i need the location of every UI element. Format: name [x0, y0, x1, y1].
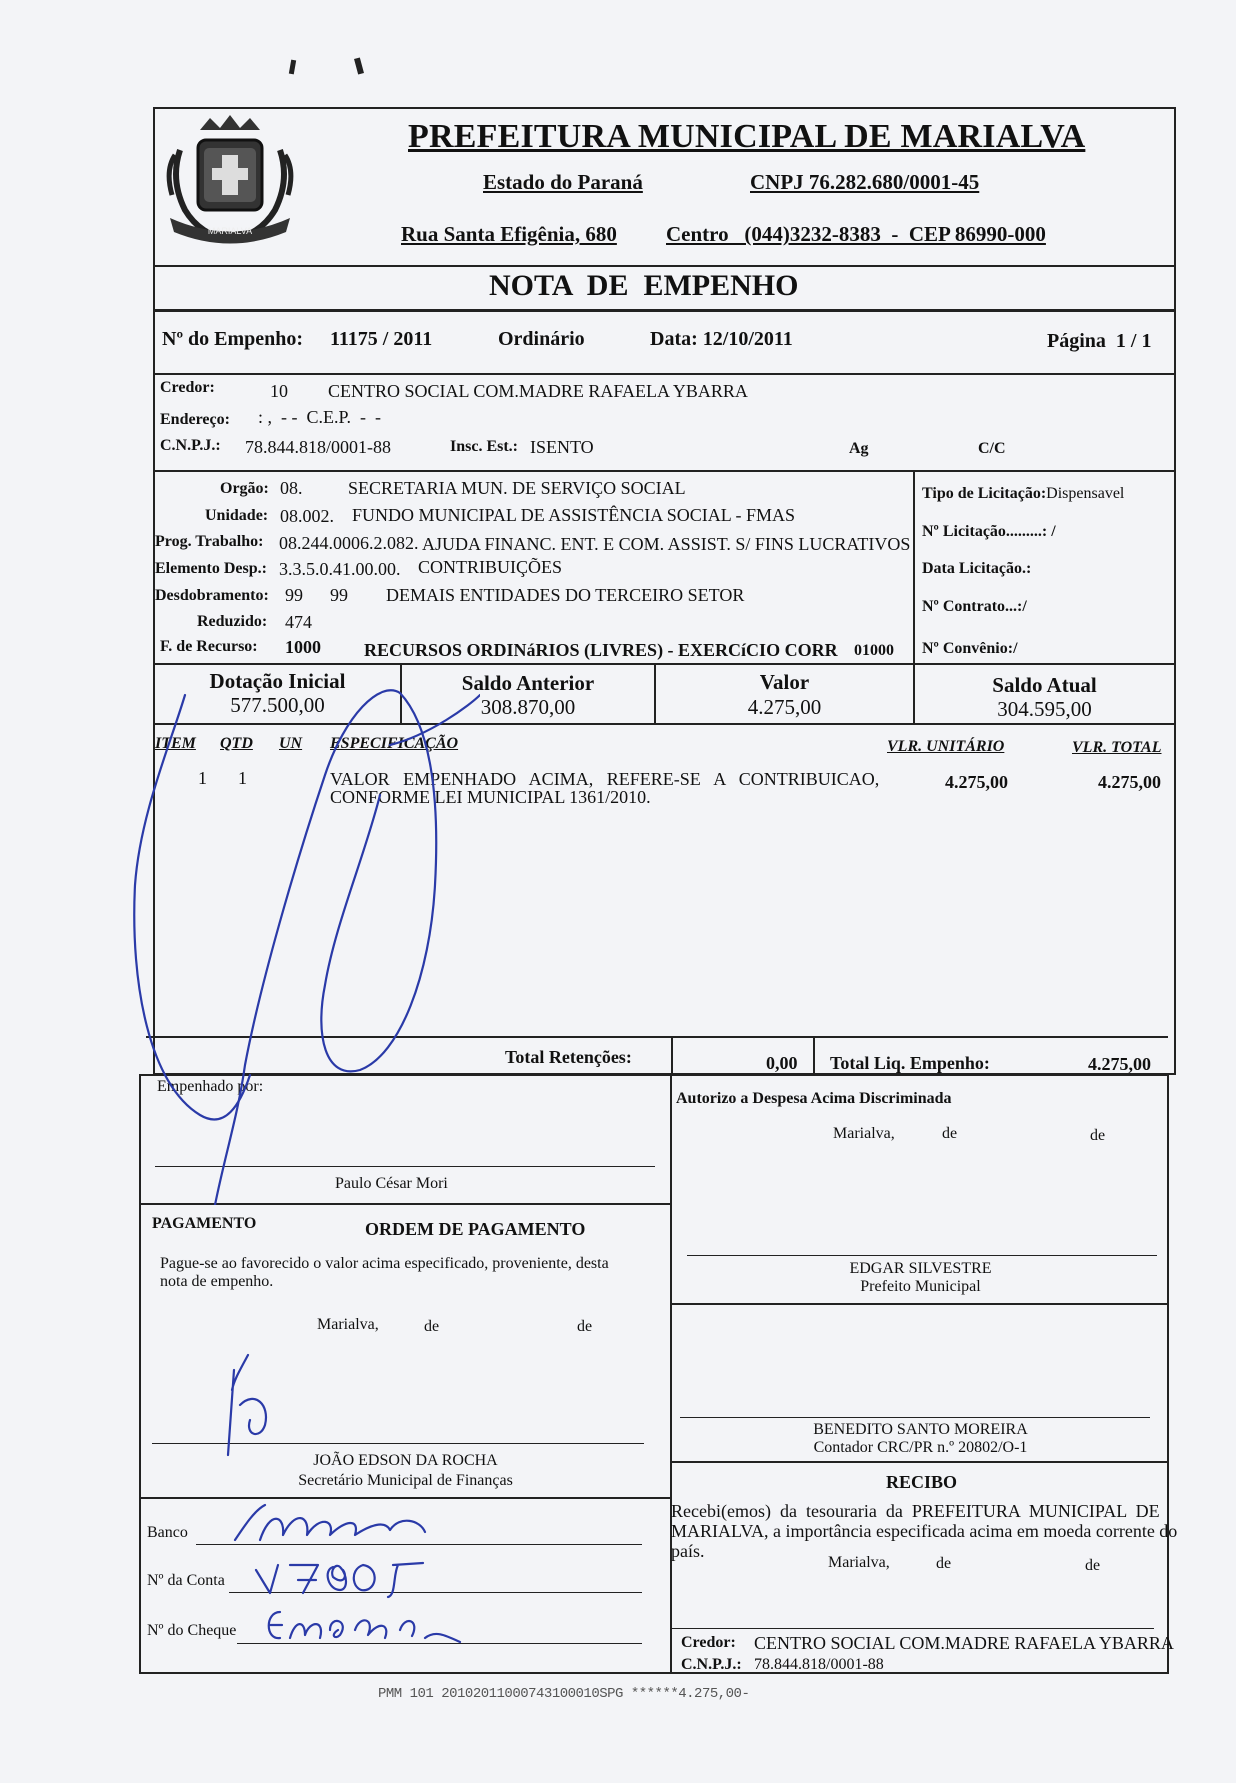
municipality-title: PREFEITURA MUNICIPAL DE MARIALVA	[408, 118, 1086, 155]
item-unit-value: 4.275,00	[945, 772, 1008, 792]
credor-label: Credor:	[160, 379, 215, 396]
recurso-code: 1000	[285, 637, 321, 657]
liq-empenho-label: Total Liq. Empenho:	[830, 1053, 990, 1073]
pagamento-place: Marialva,	[317, 1316, 379, 1333]
scan-mark	[289, 60, 296, 75]
saldo-anterior-label: Saldo Anterior	[461, 671, 595, 695]
elemento-name: CONTRIBUIÇÕES	[418, 557, 563, 577]
recibo-credor-name: CENTRO SOCIAL COM.MADRE RAFAELA YBARRA	[754, 1633, 1174, 1653]
ordem-pagamento-label: ORDEM DE PAGAMENTO	[365, 1219, 586, 1239]
unidade-code: 08.002.	[280, 506, 334, 526]
licitacao-type-label	[922, 485, 1124, 503]
phone-cep-text: Centro (044)3232-8383 - CEP 86990-000	[666, 222, 1046, 246]
item-description-line2: CONFORME LEI MUNICIPAL 1361/2010.	[330, 787, 651, 807]
dotacao-value: 577.500,00	[230, 693, 325, 717]
retencoes-value: 0,00	[766, 1053, 798, 1073]
empenho-number-label: Nº do Empenho:	[162, 328, 304, 350]
state-name: Estado do Paraná	[483, 170, 643, 194]
insc-label: Insc. Est.:	[450, 438, 519, 455]
page-indicator: Página 1 / 1	[1047, 330, 1152, 352]
recibo-text-line1: Recebi(emos) da tesouraria da PREFEITURA MUNICIPAL DE	[671, 1501, 1160, 1521]
reduzido-value: 474	[285, 612, 312, 632]
contrato-number: Nº Contrato...:/	[922, 598, 1027, 615]
desdobramento-name: DEMAIS ENTIDADES DO TERCEIRO SETOR	[386, 585, 745, 605]
recibo-text-line2: MARIALVA, a importância especificada acima em moeda corrente do	[671, 1521, 1178, 1541]
insc-value: ISENTO	[530, 437, 594, 457]
elemento-code: 3.3.5.0.41.00.00.	[279, 559, 401, 579]
recibo-place: Marialva,	[828, 1554, 890, 1571]
prog-label: Prog. Trabalho:	[155, 533, 264, 550]
valor-label: Valor	[759, 670, 810, 694]
recibo-credor-label: Credor:	[681, 1634, 736, 1651]
valor-value: 4.275,00	[747, 695, 822, 719]
empenho-number: 11175 / 2011	[330, 328, 433, 350]
col-vlr-total: VLR. TOTAL	[1072, 739, 1162, 756]
credor-name: CENTRO SOCIAL COM.MADRE RAFAELA YBARRA	[328, 381, 748, 401]
recibo-title: RECIBO	[886, 1472, 958, 1492]
pagamento-de1: de	[424, 1318, 440, 1335]
autorizo-de2: de	[1090, 1127, 1106, 1144]
recibo-cnpj: 78.844.818/0001-88	[754, 1656, 884, 1673]
col-especificacao: ESPECIFICAÇÃO	[330, 735, 459, 752]
col-qtd: QTD	[220, 735, 253, 752]
item-total-value: 4.275,00	[1098, 772, 1161, 792]
retencoes-label: Total Retenções:	[505, 1047, 632, 1067]
desdobramento-code: 99 99	[285, 585, 348, 605]
prog-name: AJUDA FINANC. ENT. E COM. ASSIST. S/ FINS LUCRATIVOS	[422, 534, 911, 554]
conta-label: Nº da Conta	[147, 1572, 225, 1589]
empenho-date: Data: 12/10/2011	[650, 328, 793, 350]
recurso-label: F. de Recurso:	[160, 638, 258, 655]
scan-mark	[354, 57, 364, 74]
elemento-label: Elemento Desp.:	[155, 560, 267, 577]
licitacao-number: Nº Licitação.........: /	[922, 523, 1056, 540]
pagamento-de2: de	[577, 1318, 593, 1335]
contador-role: Contador CRC/PR n.º 20802/O-1	[813, 1439, 1028, 1456]
lower-frame	[139, 1074, 1169, 1674]
pagamento-text-line2: nota de empenho.	[160, 1273, 274, 1290]
desdobramento-label: Desdobramento:	[155, 587, 269, 604]
recibo-text-line3: país.	[671, 1541, 705, 1561]
pagamento-label: PAGAMENTO	[152, 1215, 257, 1232]
unidade-name: FUNDO MUNICIPAL DE ASSISTÊNCIA SOCIAL - FMAS	[352, 505, 796, 525]
orgao-code: 08.	[280, 478, 303, 498]
orgao-name: SECRETARIA MUN. DE SERVIÇO SOCIAL	[348, 478, 686, 498]
item-description-line1: VALOR EMPENHADO ACIMA, REFERE-SE A CONTRIBUICAO,	[330, 769, 880, 789]
footer-code: PMM 101 20102011000743100010SPG ******4.275,00-	[378, 1686, 750, 1702]
prefeito-name: EDGAR SILVESTRE	[849, 1260, 992, 1277]
cnpj-text: CNPJ 76.282.680/0001-45	[750, 170, 980, 194]
saldo-atual-value: 304.595,00	[997, 697, 1092, 721]
orgao-label: Orgão:	[220, 480, 269, 497]
pagamento-text-line1: Pague-se ao favorecido o valor acima especificado, proveniente, desta	[160, 1255, 609, 1272]
item-number: 1	[198, 768, 207, 788]
col-un: UN	[279, 735, 303, 752]
credor-cnpj: 78.844.818/0001-88	[245, 437, 391, 457]
coat-of-arms-logo	[160, 110, 300, 255]
reduzido-label: Reduzido:	[197, 613, 268, 630]
empenhado-name: Paulo César Mori	[335, 1175, 448, 1192]
address-label: Endereço:	[160, 411, 230, 428]
recibo-de1: de	[936, 1555, 952, 1572]
autorizo-de1: de	[942, 1125, 958, 1142]
licitacao-date: Data Licitação.:	[922, 560, 1032, 577]
saldo-anterior-value: 308.870,00	[480, 695, 576, 719]
prefeito-role: Prefeito Municipal	[860, 1278, 981, 1295]
dotacao-label: Dotação Inicial	[209, 669, 346, 693]
recurso-name: RECURSOS ORDINáRIOS (LIVRES) - EXERCíCIO CORR	[364, 640, 838, 660]
address-text: Rua Santa Efigênia, 680	[401, 222, 617, 246]
recurso-number: 01000	[854, 642, 894, 659]
empenho-type: Ordinário	[498, 328, 585, 350]
autorizo-place: Marialva,	[833, 1125, 895, 1142]
secretario-name: JOÃO EDSON DA ROCHA	[313, 1452, 498, 1469]
prog-code: 08.244.0006.2.082.	[279, 533, 419, 553]
licitacao-type-text: Tipo de Licitação:	[922, 485, 1047, 502]
convenio-number: Nº Convênio:/	[922, 640, 1018, 657]
autorizo-label: Autorizo a Despesa Acima Discriminada	[676, 1090, 952, 1107]
svg-text:MARIALVA: MARIALVA	[207, 226, 253, 236]
cc-label: C/C	[978, 440, 1006, 457]
secretario-role: Secretário Municipal de Finanças	[298, 1472, 513, 1489]
document-title: NOTA DE EMPENHO	[489, 269, 799, 302]
col-vlr-unitario: VLR. UNITÁRIO	[887, 738, 1005, 755]
credor-code: 10	[270, 381, 288, 401]
licitacao-type-value: Dispensavel	[1046, 485, 1125, 502]
saldo-atual-label: Saldo Atual	[992, 673, 1097, 697]
recibo-de2: de	[1085, 1557, 1101, 1574]
empenhado-label: Empenhado por:	[157, 1078, 264, 1095]
banco-label: Banco	[147, 1524, 188, 1541]
contador-name: BENEDITO SANTO MOREIRA	[813, 1421, 1028, 1438]
item-qtd: 1	[238, 768, 247, 788]
col-item: ITEM	[155, 735, 196, 752]
ag-label: Ag	[849, 440, 869, 457]
credor-address: : , - - C.E.P. - -	[258, 407, 381, 427]
liq-empenho-value: 4.275,00	[1088, 1054, 1151, 1074]
unidade-label: Unidade:	[205, 507, 269, 524]
cnpj-label: C.N.P.J.:	[160, 437, 221, 454]
cheque-label: Nº do Cheque	[147, 1622, 237, 1639]
recibo-cnpj-label: C.N.P.J.:	[681, 1656, 742, 1673]
